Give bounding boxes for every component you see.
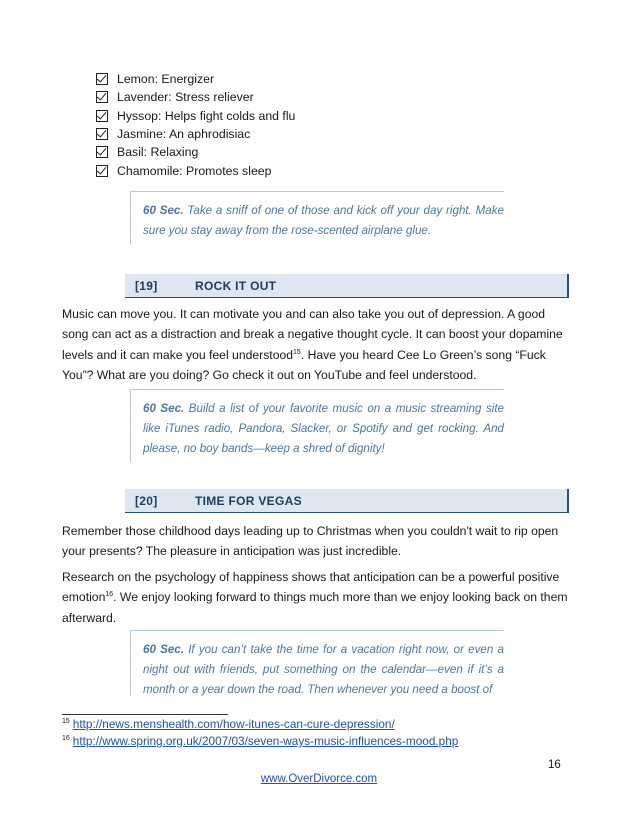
checkbox-checked-icon: [96, 146, 108, 158]
footnote-15: $^{15}$ http://news.menshealth.com/how-itunes-can-cure-depression/: [62, 717, 395, 731]
body-paragraph: Remember those childhood days leading up to Christmas when you couldn't wait to rip open your presents? The pleasure in anticipation was just incredible.: [62, 524, 559, 559]
checklist-item: Lemon: Energizer: [96, 70, 295, 88]
footnote-link[interactable]: http://news.menshealth.com/how-itunes-can-cure-depression/: [72, 717, 395, 731]
tip-callout-20: 60 Sec. If you can’t take the time for a vacation right now, or even a night out with friends, put something on the calendar—even if it’s a month or a year down the road. Then whenever you need a boost of: [130, 630, 504, 696]
section-number: [20]: [135, 493, 158, 508]
checklist-item: Lavender: Stress reliever: [96, 88, 295, 106]
site-footer: [0, 773, 638, 785]
checklist-item: Jasmine: An aphrodisiac: [96, 125, 295, 143]
checkbox-checked-icon: [96, 91, 108, 103]
oil-checklist: [96, 70, 295, 180]
checklist-item: Chamomile: Promotes sleep: [96, 161, 295, 179]
checkbox-checked-icon: [96, 73, 108, 85]
body-paragraph: Music can move you. It can motivate you and can also take you out of depression. A good song can act as a distraction and break a negative thought cycle. It can boost your dopamine levels and it can make you feel understood$^{15}$. Have you heard Cee Lo Green’s song “Fuck You”? What are you doing? Go check it out on YouTube and feel understood.: [62, 307, 563, 382]
section-header-20: [125, 489, 569, 513]
section-title: TIME FOR VEGAS: [195, 493, 302, 508]
footnote-divider: [62, 714, 228, 715]
footnote-16: $^{16}$ http://www.spring.org.uk/2007/03/seven-ways-music-influences-mood.php: [62, 734, 459, 748]
footnote-link[interactable]: http://www.spring.org.uk/2007/03/seven-ways-music-influences-mood.php: [72, 734, 459, 748]
checkbox-checked-icon: [96, 110, 108, 122]
checkbox-checked-icon: [96, 165, 108, 177]
checklist-item: Hyssop: Helps fight colds and flu: [96, 107, 295, 125]
page-number: 16: [548, 759, 561, 771]
tip-callout-19: 60 Sec. Take a sniff of one of those and kick off your day right. Make sure you stay away from the rose-scented airplane glue.: [130, 191, 504, 244]
section-title: ROCK IT OUT: [195, 278, 277, 293]
section-number: [19]: [135, 278, 158, 293]
tip-callout-19b: 60 Sec. Build a list of your favorite music on a music streaming site like iTunes radio, Pandora, Slacker, or Spotify and get rocking. And please, no boy bands—keep a shred of dignity!: [130, 389, 504, 462]
footnote-ref[interactable]: 15: [293, 348, 301, 356]
body-paragraph: Research on the psychology of happiness shows that anticipation can be a powerful positive emotion$^{16}$. We enjoy looking forward to things much more than we enjoy looking back on them afterward.: [62, 570, 568, 625]
footnote-ref[interactable]: 16: [105, 591, 114, 599]
section-header-19: [125, 274, 569, 298]
checklist-item: Basil: Relaxing: [96, 143, 295, 161]
checkbox-checked-icon: [96, 128, 108, 140]
site-link[interactable]: www.OverDivorce.com: [260, 773, 378, 785]
